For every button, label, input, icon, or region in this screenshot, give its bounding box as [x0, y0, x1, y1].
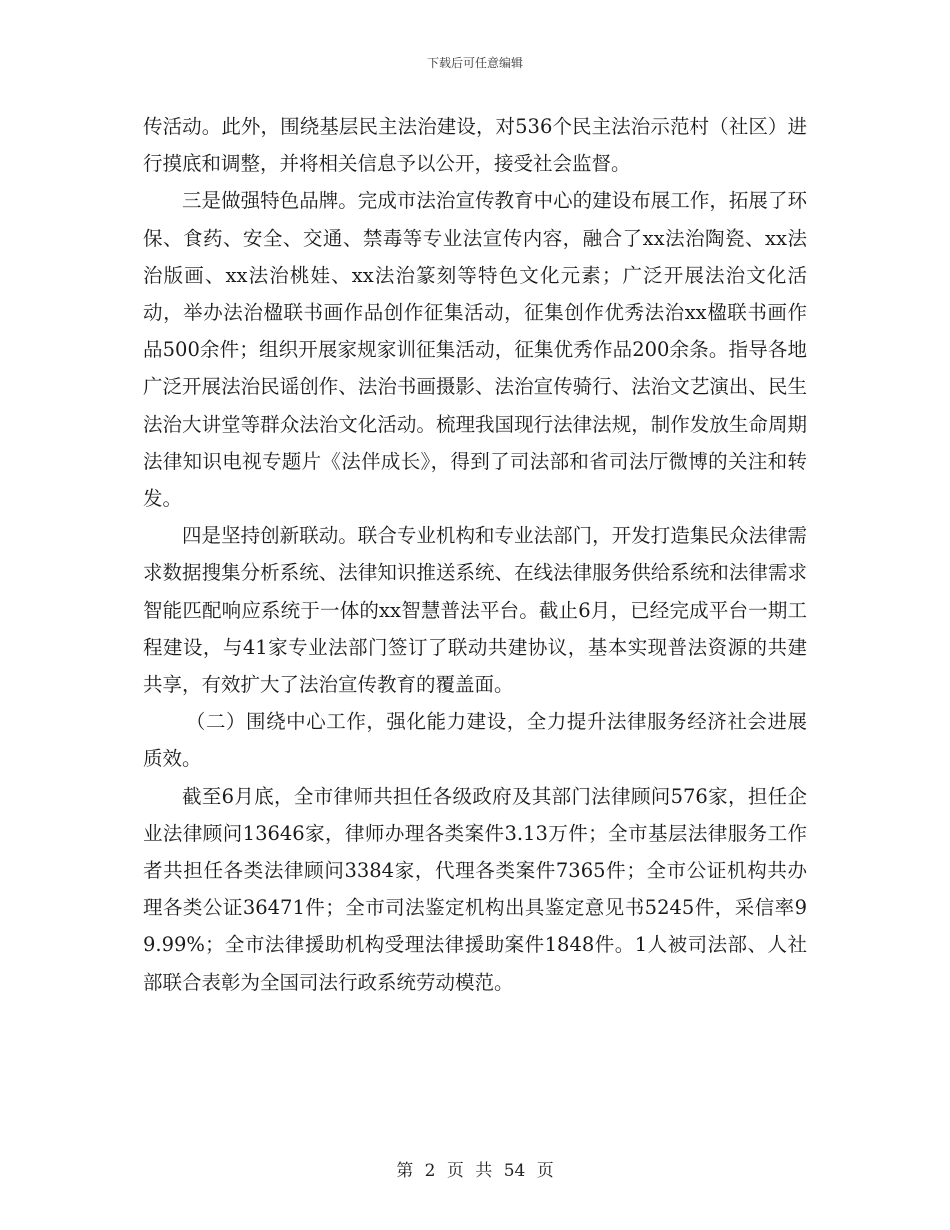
document-body: [143, 108, 807, 1001]
section-heading-2: （二）围绕中心工作，强化能力建设，全力提升法律服务经济社会进展质效。: [143, 710, 807, 771]
page-number-footer: 第 2 页 共 54 页: [396, 1161, 554, 1181]
paragraph-continuation: 传活动。此外，围绕基层民主法治建设，对536个民主法治示范村（社区）进行摸底和调整，并将相关信息予以公开，接受社会监督。: [143, 115, 807, 176]
paragraph-innovation-linkage: 四是坚持创新联动。联合专业机构和专业法部门，开发打造集民众法律需求数据搜集分析系统、法律知识推送系统、在线法律服务供给系统和法律需求智能匹配响应系统于一体的xx智慧普法平台。截止6月，已经完成平台一期工程建设，与41家专业法部门签订了联动共建协议，基本实现普法资源的共建共享，有效扩大了法治宣传教育的覆盖面。: [143, 524, 807, 697]
paragraph-featured-brand: 三是做强特色品牌。完成市法治宣传教育中心的建设布展工作，拓展了环保、食药、安全、交通、禁毒等专业法宣传内容，融合了xx法治陶瓷、xx法治版画、xx法治桃娃、xx法治篆刻等特色文化元素；广泛开展法治文化活动，举办法治楹联书画作品创作征集活动，征集创作优秀法治xx楹联书画作品500余件；组织开展家规家训征集活动，征集优秀作品200余条。指导各地广泛开展法治民谣创作、法治书画摄影、法治宣传骑行、法治文艺演出、民生法治大讲堂等群众法治文化活动。梳理我国现行法律法规，制作发放生命周期法律知识电视专题片《法伴成长》，得到了司法部和省司法厅微博的关注和转发。: [143, 189, 807, 511]
page-header-note: 下载后可任意编辑: [426, 56, 523, 70]
paragraph-legal-services-stats: 截至6月底，全市律师共担任各级政府及其部门法律顾问576家，担任企业法律顾问13646家，律师办理各类案件3.13万件；全市基层法律服务工作者共担任各类法律顾问3384家，代理各类案件7365件；全市公证机构共办理各类公证36471件；全市司法鉴定机构出具鉴定意见书5245件，采信率99.99%；全市法律援助机构受理法律援助案件1848件。1人被司法部、人社部联合表彰为全国司法行政系统劳动模范。: [143, 784, 807, 994]
